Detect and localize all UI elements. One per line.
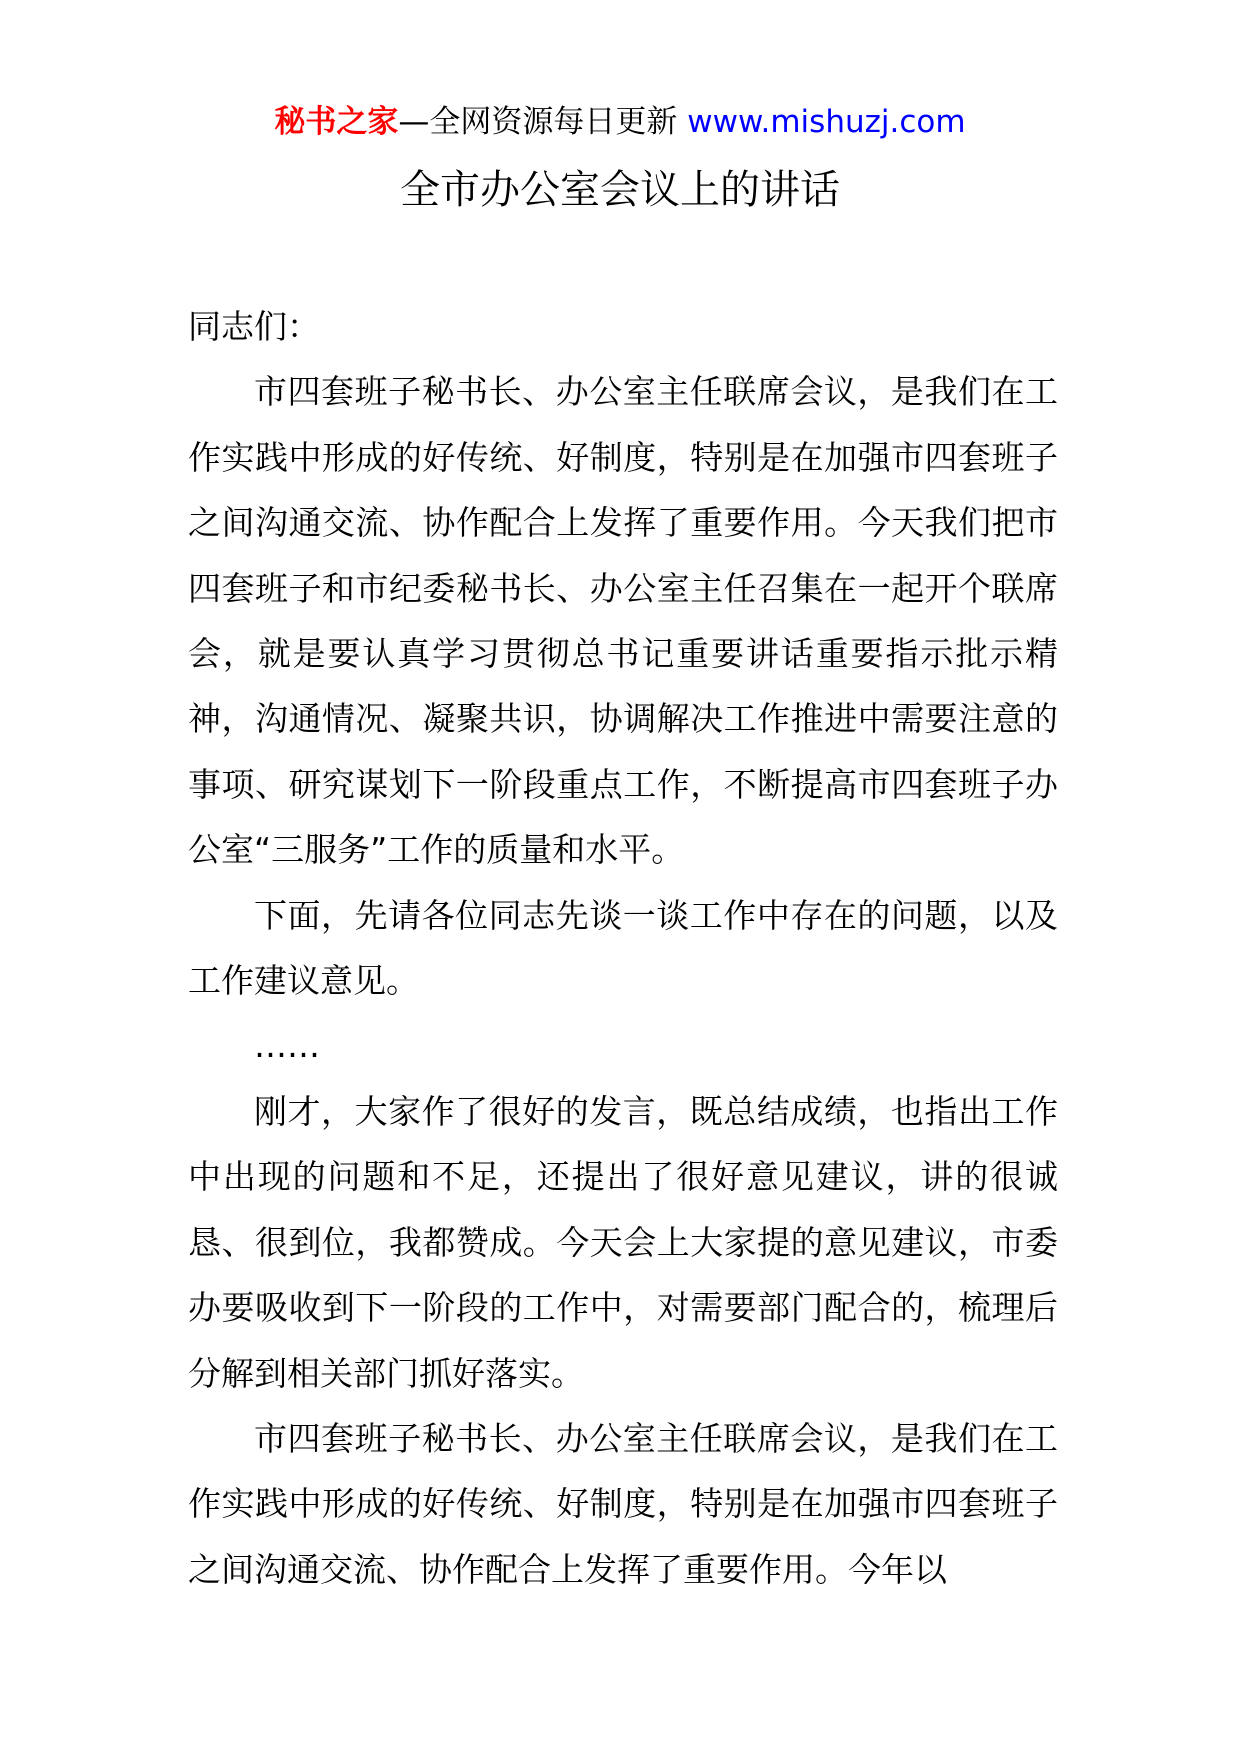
paragraph: 下面，先请各位同志先谈一谈工作中存在的问题，以及工作建议意见。 [188,895,1058,1001]
paragraph: 刚才，大家作了很好的发言，既总结成绩，也指出工作中出现的问题和不足，还提出了很好意见建议，讲的很诚恳、很到位，我都赞成。今天会上大家提的意见建议，市委办要吸收到下一阶段的工作中，对需要部门配合的，梳理后分解到相关部门抓好落实。 [188,1091,1058,1393]
site-url-link[interactable]: www.mishuzj.com [687,104,966,140]
document-body [188,294,1058,1602]
site-header [0,100,1240,144]
document-title: 全市办公室会议上的讲话 [400,167,840,213]
header-slogan: —全网资源每日更新 [398,104,678,140]
salutation: 同志们： [188,307,320,346]
ellipsis-paragraph: …… [254,1026,320,1066]
brand-name: 秘书之家 [274,104,399,140]
paragraph: 市四套班子秘书长、办公室主任联席会议，是我们在工作实践中形成的好传统、好制度，特别是在加强市四套班子之间沟通交流、协作配合上发挥了重要作用。今年以 [188,1418,1058,1589]
paragraph: 市四套班子秘书长、办公室主任联席会议，是我们在工作实践中形成的好传统、好制度，特别是在加强市四套班子之间沟通交流、协作配合上发挥了重要作用。今天我们把市四套班子和市纪委秘书长、办公室主任召集在一起开个联席会，就是要认真学习贯彻总书记重要讲话重要指示批示精神，沟通情况、凝聚共识，协调解决工作推进中需要注意的事项、研究谋划下一阶段重点工作，不断提高市四套班子办公室“三服务”工作的质量和水平。 [188,372,1058,870]
